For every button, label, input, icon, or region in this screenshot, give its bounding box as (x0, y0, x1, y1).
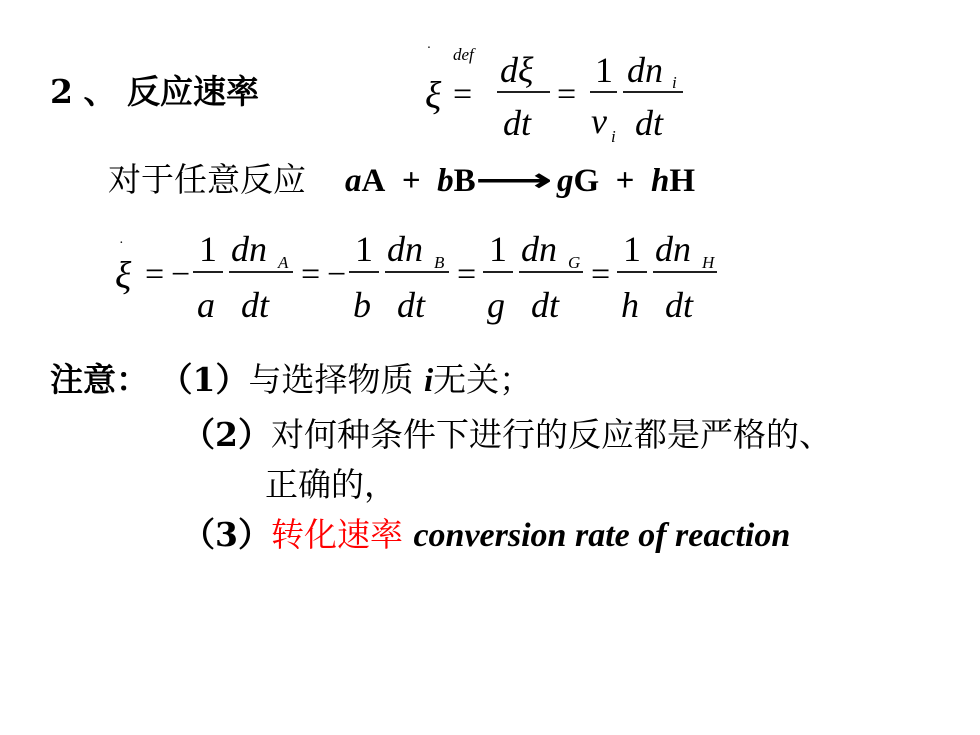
rate-coef-a: a (197, 285, 215, 325)
rate-xi-symbol: ξ (115, 255, 132, 297)
rate-dt-g: dt (531, 285, 560, 325)
plus-1: + (401, 163, 421, 199)
def-label: def (453, 45, 474, 64)
rate-one-g: 1 (489, 229, 507, 269)
rate-dn-sub-h: H (702, 253, 715, 272)
species-A: A (361, 163, 386, 199)
note-3-number: （3） (182, 515, 271, 554)
dxi-numerator: dξ (500, 50, 534, 90)
note-1-variable: i (423, 363, 434, 399)
eq-sign-1: = (453, 76, 473, 113)
rate-dn-h: dn (655, 229, 691, 269)
reaction-prefix: 对于任意反应 (108, 160, 306, 199)
dt-denominator-1: dt (503, 103, 532, 143)
rate-eq-sign-2: = (301, 256, 321, 293)
note-3-line (182, 515, 790, 556)
coef-b: b (437, 163, 454, 199)
rate-dt-h: dt (665, 285, 694, 325)
rate-terms (145, 229, 717, 325)
rate-eq-sign-3: = (457, 256, 477, 293)
rate-eq-sign-4: = (591, 256, 611, 293)
rate-dn-b: dn (387, 229, 423, 269)
reaction-line (108, 160, 695, 201)
dn-sub-i: i (672, 73, 677, 92)
section-number: 2 (50, 72, 73, 111)
note-1-number: （1） (159, 360, 249, 399)
coef-a: a (345, 163, 362, 199)
xi-symbol: ξ (425, 75, 442, 117)
rate-dn-sub-a: A (278, 253, 289, 272)
section-separator: 、 (83, 72, 117, 111)
rate-one-b: 1 (355, 229, 373, 269)
species-H: H (669, 163, 695, 199)
rate-dn-sub-b: B (434, 253, 445, 272)
reaction-arrow: ⟶ (475, 163, 552, 199)
rate-one-h: 1 (623, 229, 641, 269)
note-2-cont-text: 正确的， (265, 465, 397, 504)
svg-text:·: · (427, 41, 431, 56)
rate-dn-g: dn (521, 229, 557, 269)
rate-minus-b: − (327, 256, 347, 293)
definition-formula (415, 40, 715, 150)
note-1-tail: 无关； (433, 360, 533, 399)
one-numerator: 1 (595, 50, 613, 90)
note-3-red-term: 转化速率 (270, 515, 403, 554)
section-heading (50, 72, 259, 112)
rate-dt-b: dt (397, 285, 426, 325)
rate-dt-a: dt (241, 285, 270, 325)
dt-denominator-2: dt (635, 103, 664, 143)
rate-coef-g: g (487, 285, 505, 325)
note-2-text: 对何种条件下进行的反应都是严格的、 (270, 415, 832, 454)
species-G: G (573, 163, 600, 199)
note-2-line (182, 415, 832, 455)
note-2-number: （2） (182, 415, 271, 454)
notes-label: 注意： (50, 360, 149, 399)
coef-h: h (650, 163, 670, 199)
note-1-text: 与选择物质 (248, 360, 414, 399)
rate-coef-h: h (621, 285, 639, 325)
note-1-line (50, 360, 532, 401)
rate-one-a: 1 (199, 229, 217, 269)
rate-eq-sign-1: = (145, 256, 165, 293)
plus-2: + (615, 163, 635, 199)
note-3-english: conversion rate of reaction (413, 517, 791, 554)
rate-minus-a: − (171, 256, 191, 293)
section-title: 反应速率 (126, 72, 259, 111)
rate-dn-sub-g: G (568, 253, 581, 272)
rate-dn-a: dn (231, 229, 267, 269)
svg-text:·: · (119, 236, 124, 251)
rate-coef-b: b (353, 285, 371, 325)
note-2-continuation (265, 465, 397, 505)
coef-g: g (556, 163, 574, 199)
rate-equation (105, 225, 805, 335)
species-B: B (453, 163, 476, 199)
eq-sign-2: = (557, 76, 577, 113)
nu-sub-i: i (611, 127, 616, 146)
nu-i-symbol: ν (591, 101, 607, 141)
dn-numerator: dn (627, 50, 663, 90)
